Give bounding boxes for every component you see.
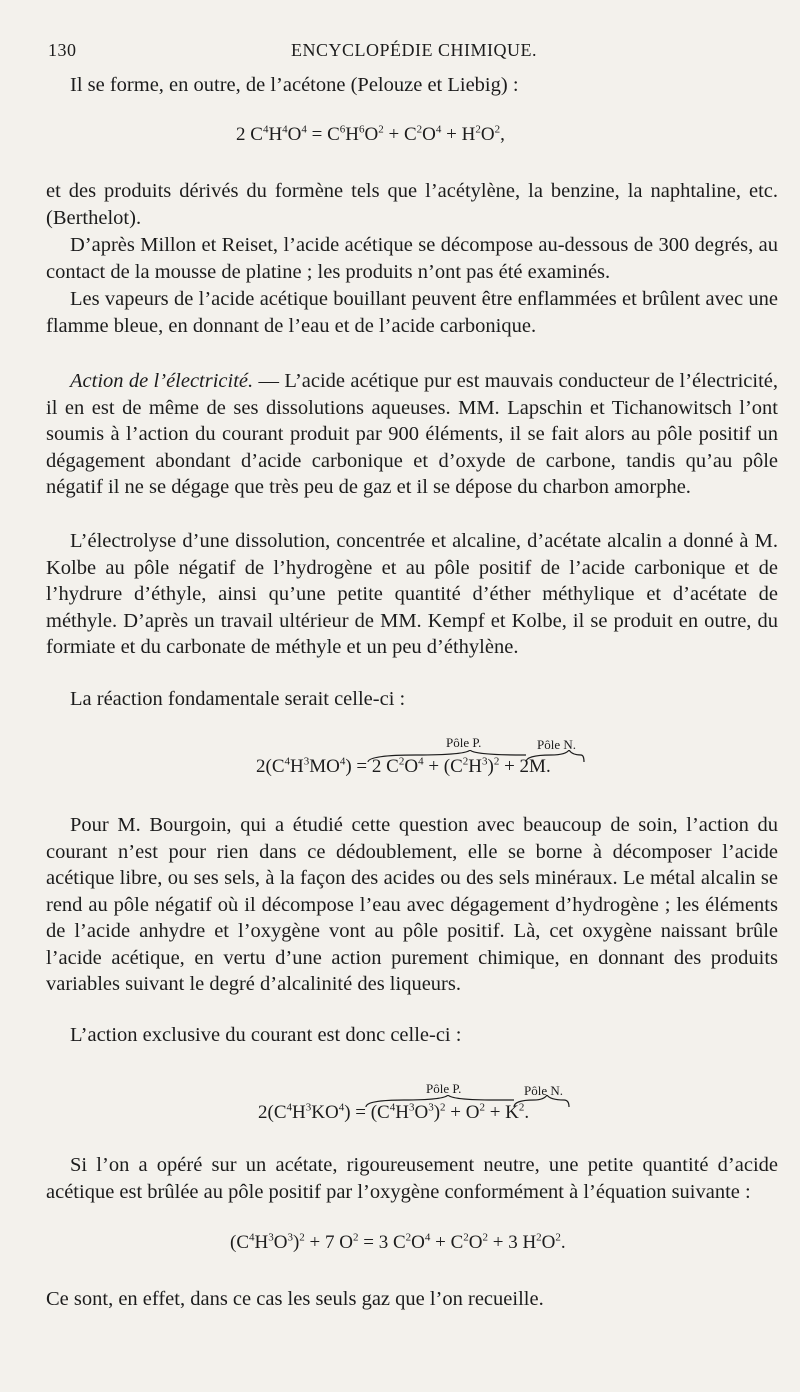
paragraph-electrolysis: L’électrolyse d’une dissolution, concentrée et alcaline, d’acétate alcalin a donné à M. Kolbe au pôle négatif de l’hydrogène et au pôle positif de l’acide carbonique et de l’hydrure d’éthyle, ainsi qu’une petite quantité d’éther méthylique et d’acétate de méthyle. D’après un travail ultérieur de MM. Kempf et Kolbe, il se produit en outre, du formiate et du carbonate de méthyle et un peu d’éthylène. xyxy=(46,530,778,658)
paragraph-acetone: Il se forme, en outre, de l’acétone (Pelouze et Liebig) : xyxy=(70,74,519,96)
paragraph-electricity xyxy=(46,368,778,501)
section-heading: Action de l’électricité. xyxy=(70,370,254,392)
equation-acetone: 2 $C^4H^4O^4 = C^6H^6O^2 + C^2O^4 + H^2O^2$, xyxy=(236,123,505,145)
paragraph-bourgoin: Pour M. Bourgoin, qui a étudié cette question avec beaucoup de soin, l’action du courant n’est pour rien dans ce dédoublement, elle se borne à décomposer l’acide acétique libre, ou ses sels, à la façon des acides ou des sels minéraux. Le métal alcalin se rend au pôle négatif où il décompose l’eau avec dégagement d’hydrogène ; les éléments de l’acide anhydre et l’oxygène vont au pôle positif. Là, cet oxygène naissant brûle l’acide acétique, en vertu d’une action purement chimique, en donnant des produits variables suivant le degré d’alcalinité des liqueurs. xyxy=(46,814,778,995)
page-header xyxy=(48,40,780,64)
paragraph-derived-products: et des produits dérivés du formène tels que l’acétylène, la benzine, la naphtaline, etc. (Berthelot). xyxy=(46,180,778,229)
equation-combustion: $(C^4H^3O^3)^2 + 7$ $O^2 = 3$ $C^2O^4 + C^2O^2 + 3$ $H^2O^2$. xyxy=(230,1231,566,1253)
equation-fundamental: $2(C^4H^3MO^4) = 2$ $C^2O^4 + (C^2H^3)^2 + 2M$. xyxy=(256,755,551,777)
paragraph-fundamental: La réaction fondamentale serait celle-ci : xyxy=(70,688,406,710)
pole-negative-label-2: Pôle N. xyxy=(524,1083,563,1098)
pole-negative-label: Pôle N. xyxy=(537,737,576,752)
pole-positive-label: Pôle P. xyxy=(446,735,482,750)
paragraph-conclusion: Ce sont, en effet, dans ce cas les seuls gaz que l’on recueille. xyxy=(46,1288,544,1310)
paragraph-neutral-acetate: Si l’on a opéré sur un acétate, rigoureusement neutre, une petite quantité d’acide acétique est brûlée au pôle positif par l’oxygène conformément à l’équation suivante : xyxy=(46,1154,778,1203)
paragraph-exclusive-action: L’action exclusive du courant est donc celle-ci : xyxy=(70,1024,462,1046)
paragraph-vapours: Les vapeurs de l’acide acétique bouillant peuvent être enflammées et brûlent avec une flamme bleue, en donnant de l’eau et de l’acide carbonique. xyxy=(46,288,778,337)
paragraph-millon-reiset: D’après Millon et Reiset, l’acide acétique se décompose au-dessous de 300 degrés, au contact de la mousse de platine ; les produits n’ont pas été examinés. xyxy=(46,234,778,283)
page-number: 130 xyxy=(48,40,77,60)
running-title: ENCYCLOPÉDIE CHIMIQUE. xyxy=(291,40,537,60)
equation-exclusive: $2(C^4H^3KO^4) = (C^4H^3O^3)^2 + O^2 + K^2$. xyxy=(258,1101,530,1123)
section-text: — L’acide acétique pur est mauvais conducteur de l’électricité, il en est de même de ses dissolutions aqueuses. MM. Lapschin et Tichanowitsch l’ont soumis à l’action du courant produit par 900 éléments, il se fait alors au pôle positif un dégagement abondant d’acide carbonique et d’oxyde de carbone, tandis qu’au pôle négatif il ne se dégage que très peu de gaz et il se dépose du charbon amorphe. xyxy=(46,370,778,498)
pole-positive-label-2: Pôle P. xyxy=(426,1081,462,1096)
